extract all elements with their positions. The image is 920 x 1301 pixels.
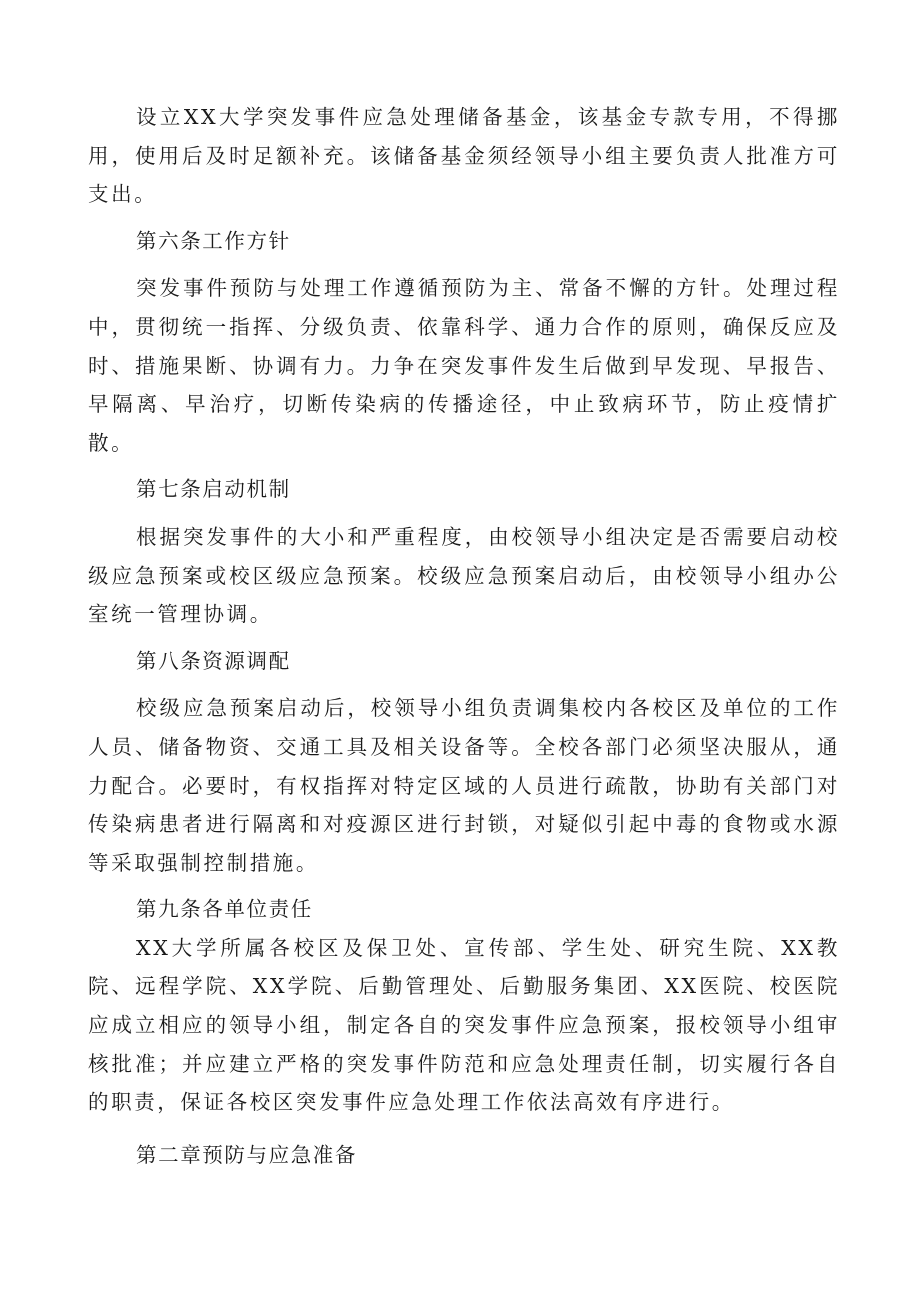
- paragraph-reserve-fund: 设立XX大学突发事件应急处理储备基金，该基金专款专用，不得挪用，使用后及时足额补充。该储备基金须经领导小组主要负责人批准方可支出。: [88, 105, 840, 207]
- heading-article-6: 第六条工作方针: [136, 228, 291, 253]
- heading-article-9: 第九条各单位责任: [136, 897, 313, 922]
- paragraph-unit-responsibility: XX大学所属各校区及保卫处、宣传部、学生处、研究生院、XX教院、远程学院、XX学院、后勤管理处、后勤服务集团、XX医院、校医院应成立相应的领导小组，制定各自的突发事件应急预案，报校领导小组审核批准；并应建立严格的突发事件防范和应急处理责任制，切实履行各自的职责，保证各校区突发事件应急处理工作依法高效有序进行。: [88, 935, 840, 1115]
- paragraph-resource-allocation: 校级应急预案启动后，校领导小组负责调集校内各校区及单位的工作人员、储备物资、交通工具及相关设备等。全校各部门必须坚决服从，通力配合。必要时，有权指挥对特定区域的人员进行疏散，协助有关部门对传染病患者进行隔离和对疫源区进行封锁，对疑似引起中毒的食物或水源等采取强制控制措施。: [88, 696, 840, 875]
- paragraph-work-policy: 突发事件预防与处理工作遵循预防为主、常备不懈的方针。处理过程中，贯彻统一指挥、分级负责、依靠科学、通力合作的原则，确保反应及时、措施果断、协调有力。力争在突发事件发生后做到早发现、早报告、早隔离、早治疗，切断传染病的传播途径，中止致病环节，防止疫情扩散。: [88, 276, 840, 455]
- heading-article-8: 第八条资源调配: [136, 648, 291, 673]
- paragraph-activation: 根据突发事件的大小和严重程度，由校领导小组决定是否需要启动校级应急预案或校区级应急预案。校级应急预案启动后，由校领导小组办公室统一管理协调。: [88, 524, 840, 627]
- heading-chapter-2: 第二章预防与应急准备: [136, 1142, 357, 1167]
- document-page: [88, 98, 840, 1174]
- heading-article-7: 第七条启动机制: [136, 477, 291, 502]
